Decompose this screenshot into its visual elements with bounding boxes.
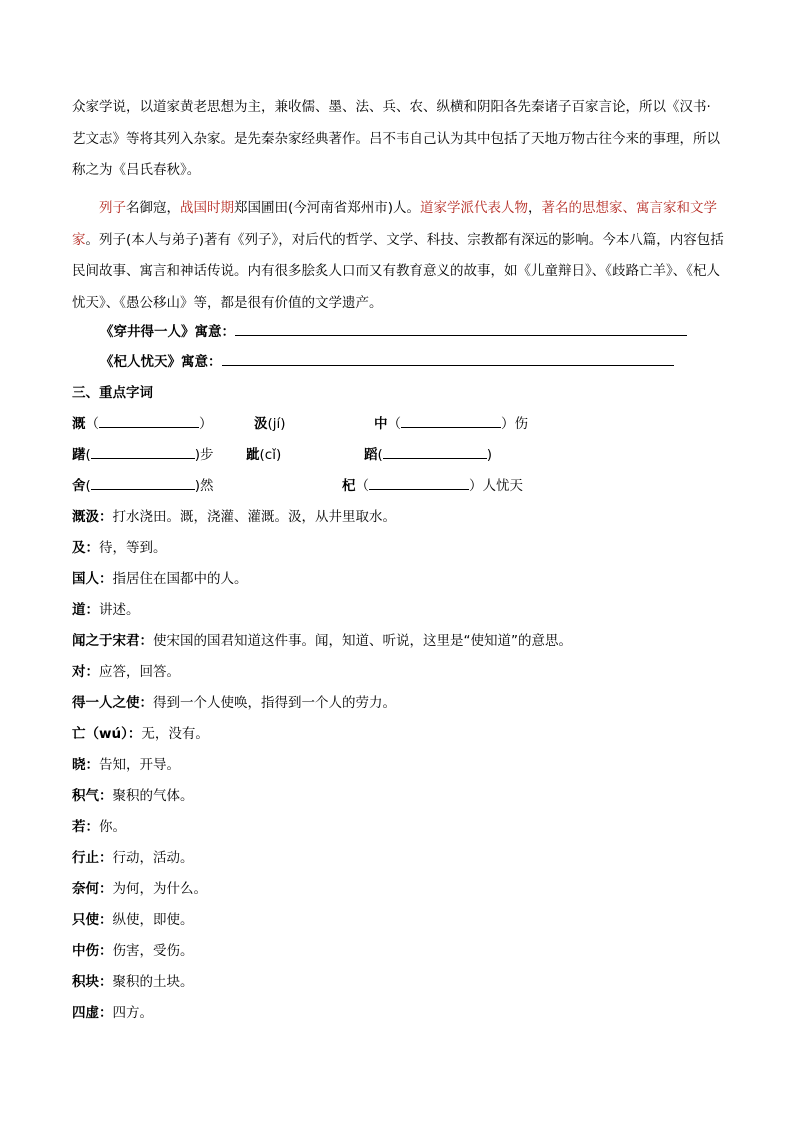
- definition-colon: ：: [99, 943, 113, 959]
- pinyin-blank[interactable]: [383, 446, 487, 459]
- definition-term: 国人: [72, 571, 99, 587]
- paren: )然: [194, 478, 214, 494]
- moral-answer-blank[interactable]: [222, 353, 674, 366]
- pinyin-blank[interactable]: [91, 477, 195, 490]
- definition-item: [72, 817, 126, 837]
- paren: (: [85, 447, 91, 463]
- pinyin-blank[interactable]: [401, 415, 501, 428]
- definition-colon: ：: [85, 540, 99, 556]
- word-pinyin: (cǐ): [259, 447, 282, 463]
- pinyin-blank[interactable]: [91, 446, 195, 459]
- definition-term: 得一人之使: [72, 695, 140, 711]
- definition-colon: ：: [99, 974, 113, 990]
- definition-term: 若: [72, 819, 86, 835]
- paren: ）: [199, 416, 213, 432]
- liezi-paragraph: [72, 193, 724, 319]
- definition-term: 积气: [72, 788, 99, 804]
- definition-text: 应答，回答。: [99, 664, 180, 680]
- definition-text: 纵使，即使。: [112, 912, 194, 928]
- word-char: 溉: [72, 416, 86, 432]
- word-char: 跐: [246, 447, 260, 463]
- definition-item: [72, 1003, 153, 1023]
- word-item: [246, 445, 281, 465]
- definition-text: 伤害，受伤。: [112, 943, 194, 959]
- definition-term: 四虚: [72, 1005, 99, 1021]
- word-char: 汲: [254, 416, 268, 432]
- pinyin-blank[interactable]: [99, 415, 199, 428]
- definition-text: 四方。: [112, 1005, 153, 1021]
- word-item: [72, 445, 214, 465]
- definition-item: [72, 755, 180, 775]
- definition-colon: ：: [99, 1005, 113, 1021]
- paren: （: [355, 478, 369, 494]
- word-item: [254, 414, 286, 434]
- definition-item: [72, 848, 194, 868]
- paren: )步: [194, 447, 214, 463]
- liezi-text-4: 。列子(本人与弟子)著有《列子》，对后代的哲学、文学、科技、宗教都有深远的影响。今本八篇，内容包括民间故事、寓言和神话传说。内有很多脍炙人口而又有教育意义的故事，如《儿童辩日》、《歧路亡羊》、《杞人忧天》、《愚公移山》等，都是很有价值的文学遗产。: [72, 231, 724, 311]
- definition-text: 打水浇田。溉，浇灌、灌溉。汲，从井里取水。: [112, 509, 396, 525]
- word-item: [72, 414, 213, 434]
- definition-text: 告知，开导。: [99, 757, 180, 773]
- word-char: 蹈: [364, 447, 378, 463]
- definition-text: 行动，活动。: [112, 850, 194, 866]
- moral-question-label: 《杞人忧天》寓意：: [100, 354, 222, 370]
- section-title: 三、重点字词: [72, 385, 153, 401]
- paren: ）伤: [501, 416, 528, 432]
- liezi-titles: 著名的思想家、寓言家和文学家: [72, 200, 718, 248]
- definition-colon: ：: [139, 695, 153, 711]
- paren: （: [387, 416, 401, 432]
- definition-term: 行止: [72, 850, 99, 866]
- definition-colon: ：: [85, 819, 99, 835]
- liezi-name: 列子: [99, 200, 126, 216]
- word-char: 中: [374, 416, 388, 432]
- paren: ）人忧天: [469, 478, 523, 494]
- definition-item: [72, 600, 140, 620]
- definition-text: 你。: [99, 819, 126, 835]
- definition-colon: ：: [99, 850, 113, 866]
- definition-item: [72, 941, 194, 961]
- moral-question-1: [100, 322, 687, 342]
- liezi-text-1: 名御寇，: [126, 200, 180, 216]
- definition-text: 为何，为什么。: [112, 881, 207, 897]
- word-item: [342, 476, 523, 496]
- definition-term: 及: [72, 540, 86, 556]
- paren: (: [85, 478, 91, 494]
- definition-item: [72, 972, 194, 992]
- definition-term: 亡（wú）: [72, 726, 128, 742]
- word-item: [364, 445, 492, 465]
- definition-term: 对: [72, 664, 86, 680]
- definition-text: 得到一个人使唤，指得到一个人的劳力。: [153, 695, 396, 711]
- intro-paragraph: 众家学说，以道家黄老思想为主，兼收儒、墨、法、兵、农、纵横和阴阳各先秦诸子百家言论，所以《汉书·艺文志》等将其列入杂家。是先秦杂家经典著作。吕不韦自己认为其中包括了天地万物古往今来的事理，所以称之为《吕氏春秋》。: [72, 99, 720, 178]
- definition-term: 中伤: [72, 943, 99, 959]
- moral-answer-blank[interactable]: [235, 323, 687, 336]
- definition-colon: ：: [99, 571, 113, 587]
- paren: (: [377, 447, 383, 463]
- definition-term: 积块: [72, 974, 99, 990]
- definition-item: [72, 631, 572, 651]
- definition-term: 只使: [72, 912, 99, 928]
- definition-colon: ：: [139, 633, 153, 649]
- word-item: [72, 476, 214, 496]
- definition-item: [72, 693, 396, 713]
- definition-colon: ：: [99, 509, 113, 525]
- definition-item: [72, 662, 180, 682]
- liezi-text-2: 郑国圃田(今河南省郑州市)人。: [234, 200, 421, 216]
- definition-colon: ：: [127, 726, 142, 742]
- paren: ): [486, 447, 493, 463]
- liezi-text-3: ，: [528, 200, 542, 216]
- definition-item: [72, 910, 194, 930]
- definition-item: [72, 507, 396, 527]
- definition-colon: ：: [99, 788, 113, 804]
- liezi-era: 战国时期: [180, 200, 234, 216]
- definition-item: [72, 724, 209, 744]
- definition-text: 聚积的气体。: [112, 788, 194, 804]
- paren: （: [85, 416, 99, 432]
- moral-question-2: [100, 352, 674, 372]
- definition-text: 聚积的土块。: [112, 974, 194, 990]
- word-char: 杞: [342, 478, 356, 494]
- definition-colon: ：: [99, 881, 113, 897]
- definition-term: 溉汲: [72, 509, 99, 525]
- definition-term: 晓: [72, 757, 86, 773]
- definition-item: [72, 786, 194, 806]
- definition-term: 道: [72, 602, 86, 618]
- definition-text: 使宋国的国君知道这件事。闻，知道、听说，这里是“使知道”的意思。: [153, 633, 572, 649]
- definition-term: 闻之于宋君: [72, 633, 140, 649]
- definition-item: [72, 538, 167, 558]
- definition-text: 无，没有。: [141, 726, 209, 742]
- definition-item: [72, 569, 248, 589]
- definition-colon: ：: [99, 912, 113, 928]
- word-item: [374, 414, 528, 434]
- definition-text: 待，等到。: [99, 540, 167, 556]
- definition-text: 指居住在国都中的人。: [112, 571, 248, 587]
- definition-colon: ：: [85, 664, 99, 680]
- word-char: 躇: [72, 447, 86, 463]
- definition-term: 奈何: [72, 881, 99, 897]
- word-pinyin: (jí): [267, 416, 286, 432]
- definition-text: 讲述。: [99, 602, 140, 618]
- moral-question-label: 《穿井得一人》寓意：: [100, 324, 235, 340]
- liezi-school: 道家学派代表人物: [420, 200, 529, 216]
- definition-item: [72, 879, 207, 899]
- word-char: 舍: [72, 478, 86, 494]
- pinyin-blank[interactable]: [369, 477, 469, 490]
- definition-colon: ：: [85, 757, 99, 773]
- definition-colon: ：: [85, 602, 99, 618]
